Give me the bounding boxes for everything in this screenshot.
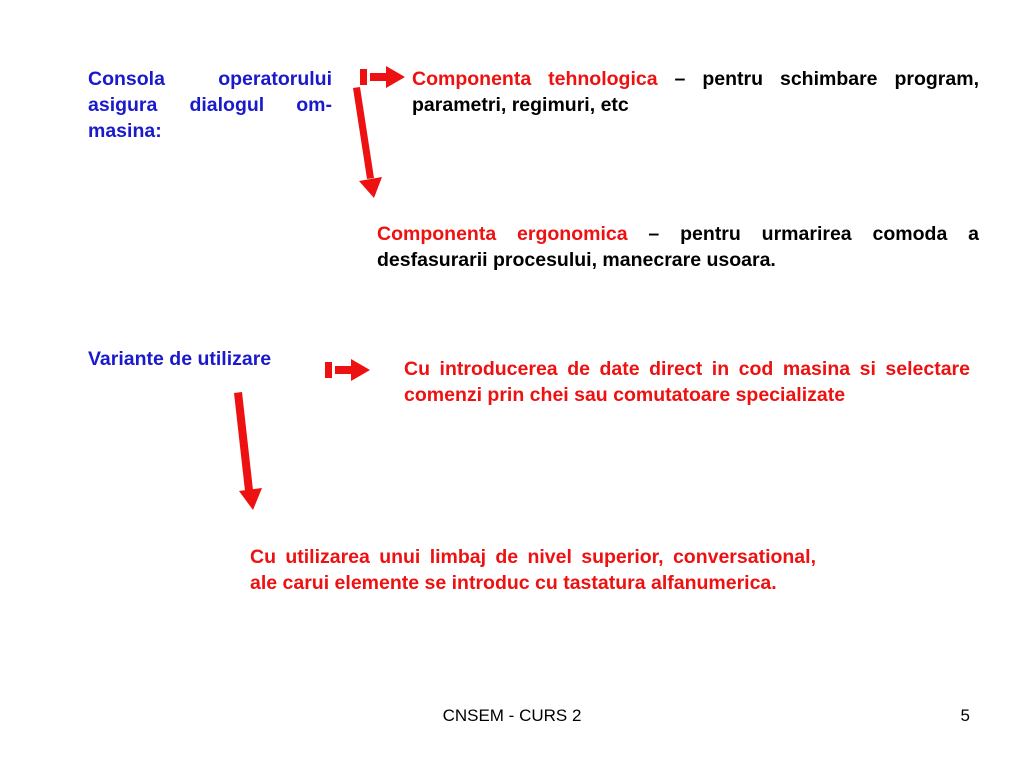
consola-text: Consola operatorului asigura dialogul om-masina: [88,68,332,142]
componenta-ergonomica-desc: – pentru urmarirea comoda a desfasurarii procesului, manecrare usoara. [377,223,979,271]
footer-title: CNSEM - CURS 2 [442,706,582,725]
componenta-ergonomica-label: Componenta ergonomica [377,223,628,245]
variante-utilizare-text: Variante de utilizare [88,348,272,370]
componenta-tehnologica-label: Componenta tehnologica [412,68,658,90]
arrow-down-icon [353,87,382,198]
varianta-cod-masina-text: Cu introducerea de date direct in cod masina si selectare comenzi prin chei sau comutatoare specializate [404,358,970,406]
varianta-limbaj-superior-text: Cu utilizarea unui limbaj de nivel superior, conversational, ale carui elemente se introduc cu tastatura alfanumerica. [250,546,816,594]
componenta-tehnologica-desc: – pentru schimbare program, parametri, regimuri, etc [412,68,980,116]
arrow-down-icon [234,392,262,510]
arrow-right-icon [325,359,370,381]
page-number: 5 [960,706,970,725]
arrow-right-icon [360,66,405,88]
